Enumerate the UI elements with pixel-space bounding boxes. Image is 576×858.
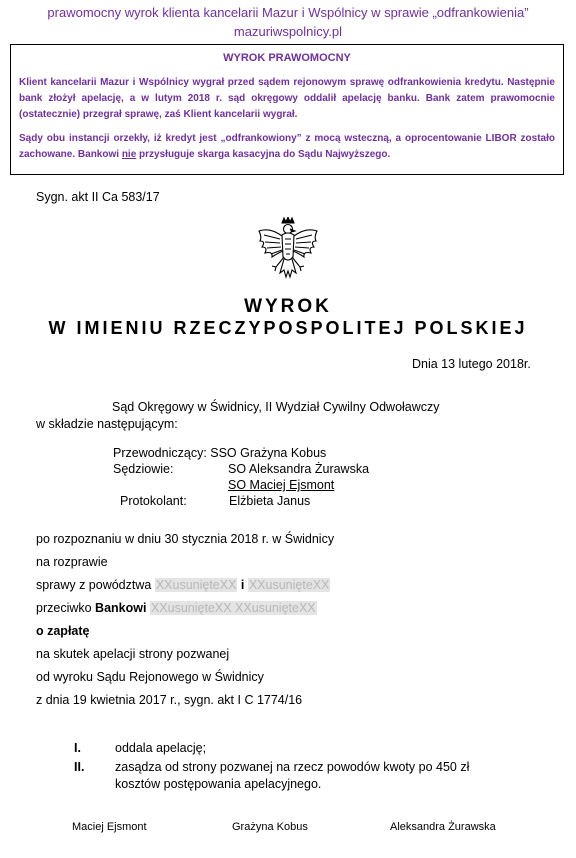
presiding-judge: Przewodniczący: SSO Grażyna Kobus [113,446,327,460]
judgment-date: Dnia 13 lutego 2018r. [412,357,531,371]
lower-judgment-line: z dnia 19 kwietnia 2017 r., sygn. akt I C 1774/16 [36,693,303,707]
ruling-2-text-line-2: kosztów postępowania apelacyjnego. [115,777,322,791]
info-box-title: WYROK PRAWOMOCNY [223,52,351,64]
ruling-2-number: II. [74,760,85,774]
clerk-name: Elżbieta Janus [229,494,311,508]
trial-line: na rozprawie [36,555,108,569]
info-box [10,44,564,175]
plaintiffs-line [36,578,330,592]
ruling-1-text: oddala apelację; [115,741,207,755]
signature-3: Aleksandra Żurawska [390,821,496,833]
info-box-p2-nie: nie [121,149,137,160]
case-signature: Sygn. akt II Ca 583/17 [36,190,160,204]
document-subtitle: W IMIENIU RZECZYPOSPOLITEJ POLSKIEJ [48,318,528,338]
appeal-line: na skutek apelacji strony pozwanej [36,647,230,661]
judge-2: SO Maciej Ejsmont [228,478,335,492]
defendant-label: przeciwko [36,601,96,615]
defendant-name: Bankowi [95,601,147,615]
judges-label: Sędziowie: [113,462,174,476]
signature-2: Grażyna Kobus [232,821,308,833]
defendant-line [36,601,317,615]
banner-line-1: prawomocny wyrok klienta kancelarii Mazur i Wspólnicy w sprawie „odfrankowienia” [47,5,529,20]
claim-subject: o zapłatę [36,624,90,638]
document-title: WYROK [244,296,332,317]
polish-eagle-emblem-icon [256,217,320,285]
ruling-1-number: I. [74,741,81,755]
court-composition-intro: w składzie następującym: [36,417,178,431]
info-box-p2-start: Sądy obu instancji orzekły, iż kredyt jest „odfrankowiony” z mocą wsteczną, a oprocentowanie LIBOR zostało zachowane. Bankowi [19,133,555,160]
plaintiffs-conjunction: i [237,578,248,592]
judge-1: SO Aleksandra Żurawska [228,462,370,476]
redacted-defendant: XXusunięteXX XXusunięteXX [150,601,316,615]
banner-line-2[interactable]: mazuriwspolnicy.pl [233,24,343,39]
signature-1: Maciej Ejsmont [72,821,147,833]
info-box-paragraph-2 [19,131,555,163]
court-name: Sąd Okręgowy w Świdnicy, II Wydział Cywilny Odwoławczy [112,400,440,414]
redacted-plaintiff-2: XXusunięteXX [248,578,330,592]
clerk-label: Protokolant: [120,494,187,508]
info-box-p2-end: przysługuje skarga kasacyjna do Sądu Najwyższego. [136,149,391,160]
hearing-line: po rozpoznaniu w dniu 30 stycznia 2018 r. w Świdnicy [36,532,335,546]
lower-court-line: od wyroku Sądu Rejonowego w Świdnicy [36,670,264,684]
redacted-plaintiff-1: XXusunięteXX [155,578,237,592]
ruling-2-text-line-1: zasądza od strony pozwanej na rzecz powodów kwoty po 450 zł [115,760,470,774]
plaintiffs-label: sprawy z powództwa [36,578,155,592]
info-box-paragraph-1: Klient kancelarii Mazur i Wspólnicy wygrał przed sądem rejonowym sprawę odfrankowienia kredytu. Następnie bank złożył apelację, a w lutym 2018 r. sąd okręgowy oddalił apelację banku. Bank zatem prawomocnie (ostatecznie) przegrał sprawę, zaś Klient kancelarii wygrał. [19,77,555,120]
